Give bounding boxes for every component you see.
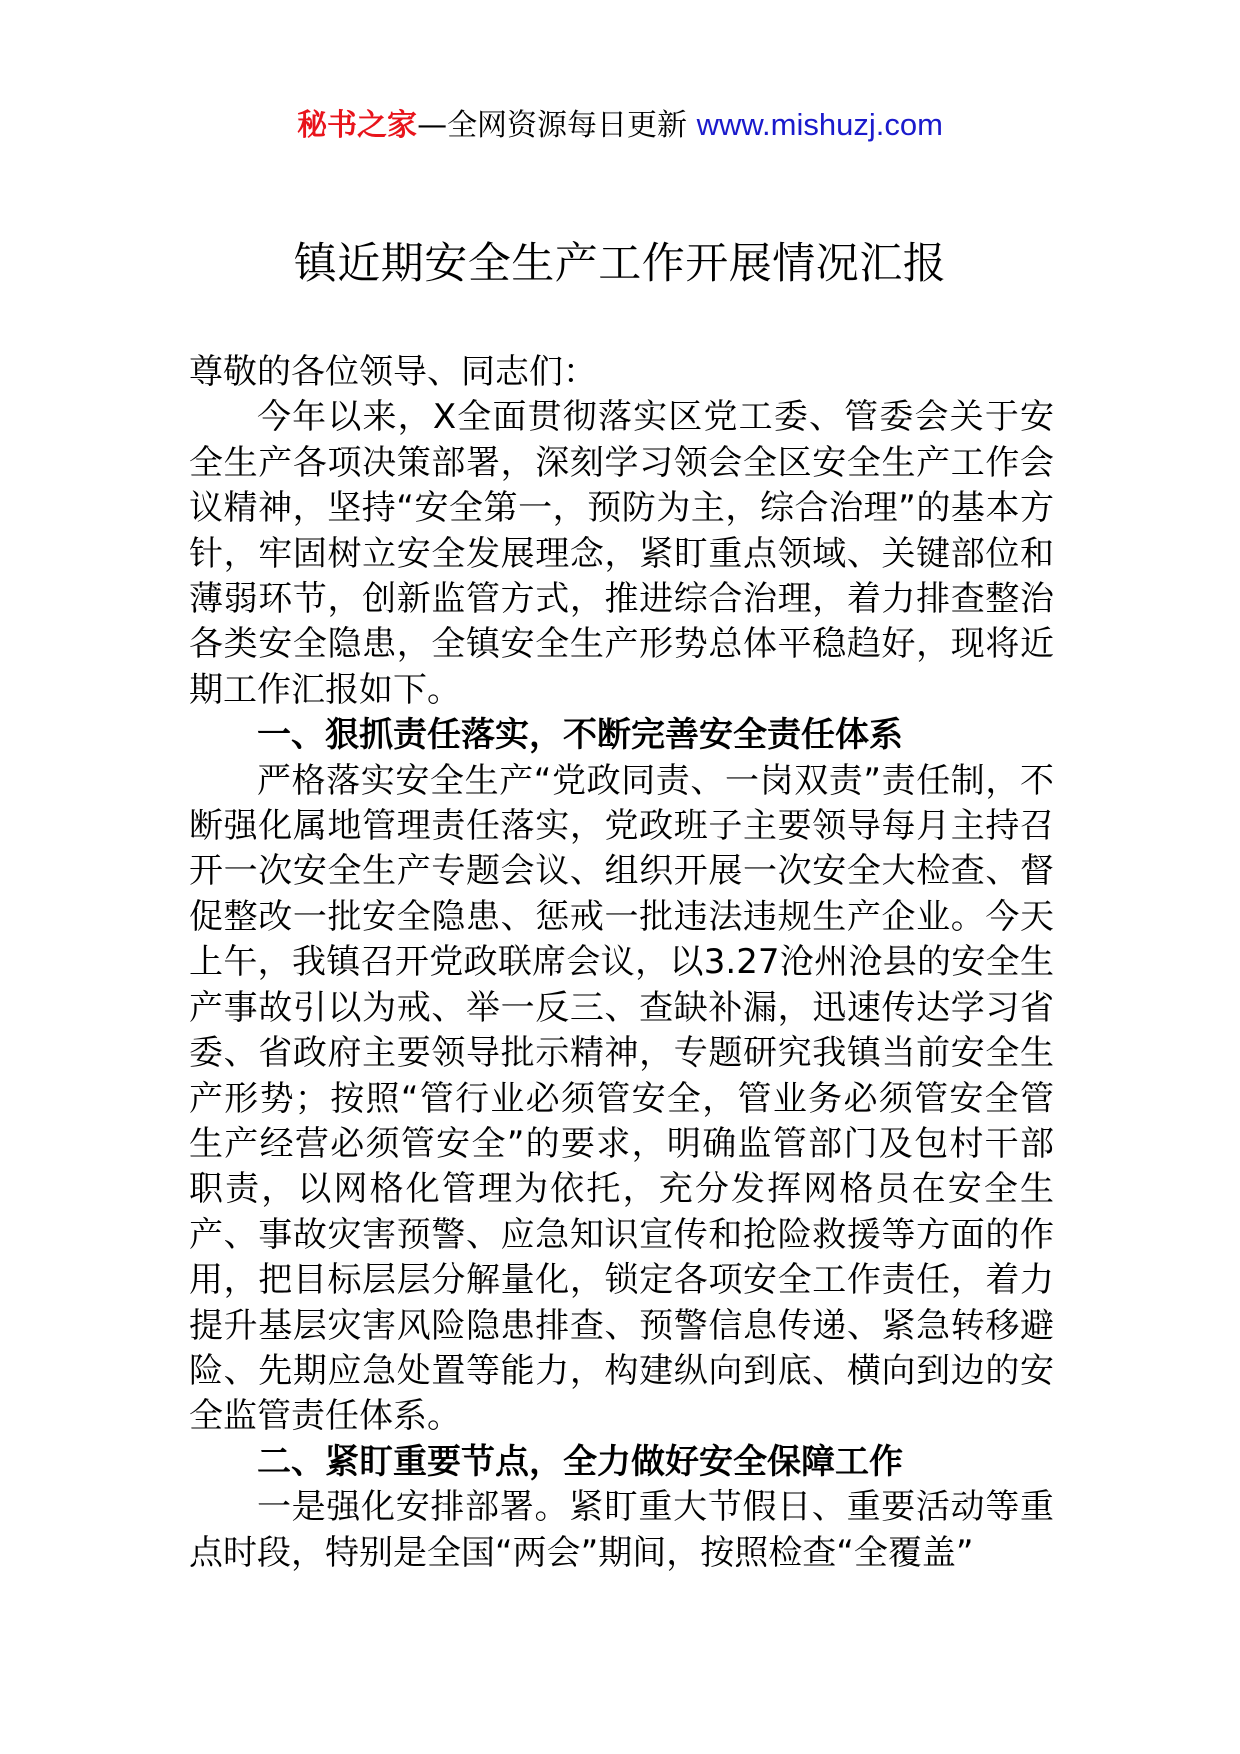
header-tagline: —全网资源每日更新 [417,108,697,143]
document-body [189,350,1054,1576]
section-1-paragraph: 严格落实安全生产“党政同责、一岗双责”责任制，不断强化属地管理责任落实，党政班子主要领导每月主持召开一次安全生产专题会议、组织开展一次安全大检查、督促整改一批安全隐患、惩戒一批违法违规生产企业。今天上午，我镇召开党政联席会议，以3.27沧州沧县的安全生产事故引以为戒、举一反三、查缺补漏，迅速传达学习省委、省政府主要领导批示精神，专题研究我镇当前安全生产形势；按照“管行业必须管安全，管业务必须管安全管生产经营必须管安全”的要求，明确监管部门及包村干部职责，以网格化管理为依托，充分发挥网格员在安全生产、事故灾害预警、应急知识宣传和抢险救援等方面的作用，把目标层层分解量化，锁定各项安全工作责任，着力提升基层灾害风险隐患排查、预警信息传递、紧急转移避险、先期应急处置等能力，构建纵向到底、横向到边的安全监管责任体系。 [189,760,1054,1437]
section-heading-1: 一、狠抓责任落实，不断完善安全责任体系 [257,715,903,756]
site-url-link[interactable]: www.mishuzj.com [696,107,943,142]
section-heading-2: 二、紧盯重要节点，全力做好安全保障工作 [257,1441,903,1482]
section-2-paragraph: 一是强化安排部署。紧盯重大节假日、重要活动等重点时段，特别是全国“两会”期间，按照检查“全覆盖” [189,1487,1054,1573]
site-header [0,100,1240,151]
brand-name: 秘书之家 [297,108,418,143]
intro-paragraph: 今年以来，X全面贯彻落实区党工委、管委会关于安全生产各项决策部署，深刻学习领会全区安全生产工作会议精神，坚持“安全第一，预防为主，综合治理”的基本方针，牢固树立安全发展理念，紧盯重点领域、关键部位和薄弱环节，创新监管方式，推进综合治理，着力排查整治各类安全隐患，全镇安全生产形势总体平稳趋好，现将近期工作汇报如下。 [189,397,1054,710]
salutation: 尊敬的各位领导、同志们： [189,352,597,392]
document-title: 镇近期安全生产工作开展情况汇报 [293,239,947,289]
